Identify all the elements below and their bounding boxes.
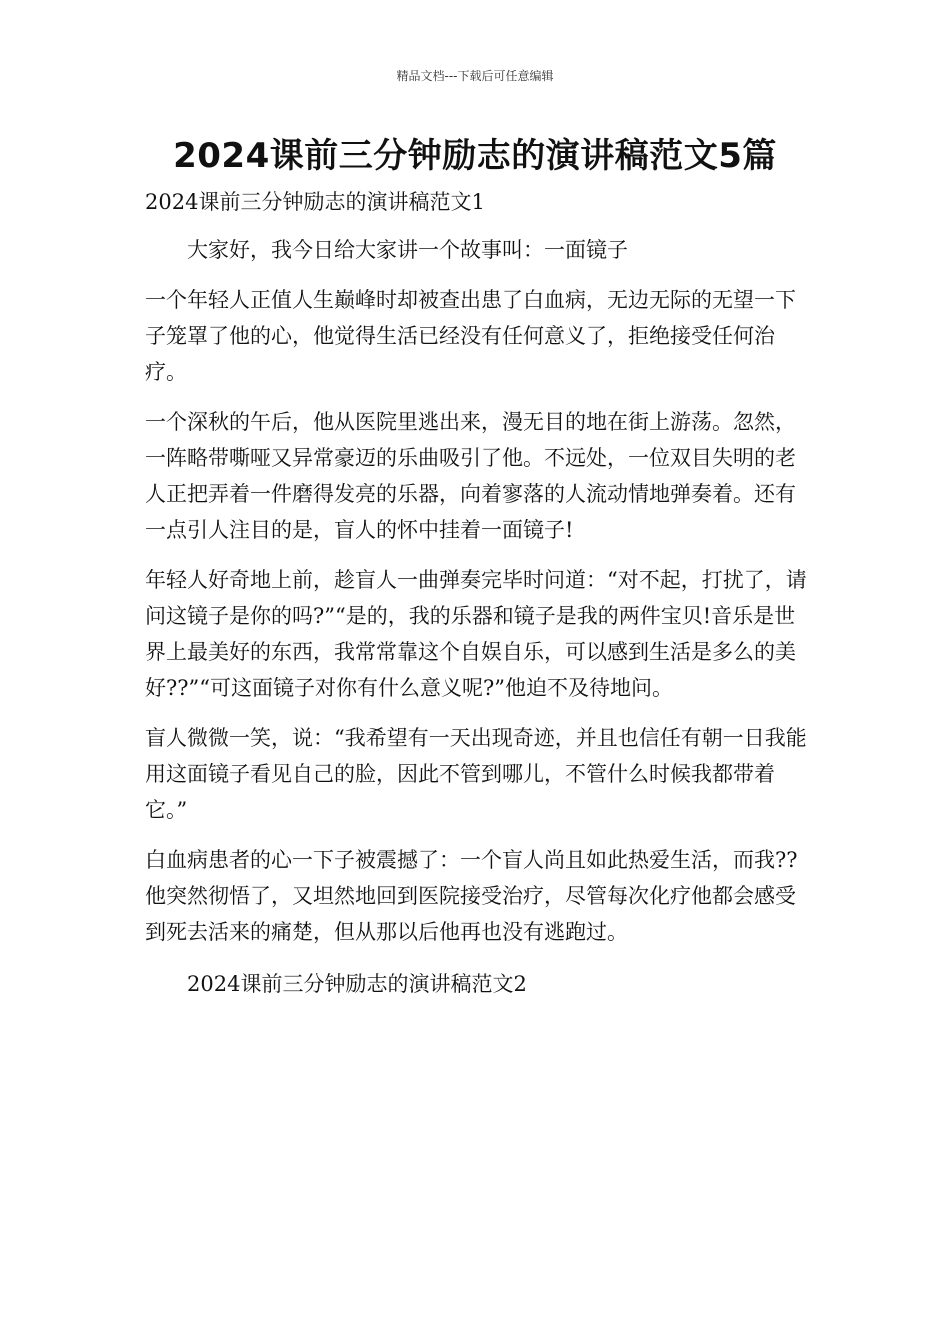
- body-paragraph: 盲人微微一笑，说：“我希望有一天出现奇迹，并且也信任有朝一日我能用这面镜子看见自己的脸，因此不管到哪儿，不管什么时候我都带着它。”: [145, 726, 807, 822]
- document-title: 2024课前三分钟励志的演讲稿范文5篇: [173, 136, 777, 176]
- body-paragraph: 一个年轻人正值人生巅峰时却被查出患了白血病，无边无际的无望一下子笼罩了他的心，他觉得生活已经没有任何意义了，拒绝接受任何治疗。: [145, 288, 796, 384]
- intro-paragraph: 大家好，我今日给大家讲一个故事叫：一面镜子: [187, 238, 628, 262]
- body-paragraph: 年轻人好奇地上前，趁盲人一曲弹奏完毕时问道：“对不起，打扰了，请问这镜子是你的吗?”“是的，我的乐器和镜子是我的两件宝贝!音乐是世界上最美好的东西，我常常靠这个自娱自乐，可以感到生活是多么的美好??”“可这面镜子对你有什么意义呢?”他迫不及待地问。: [145, 568, 807, 700]
- document-body: [145, 184, 807, 1002]
- section-heading-2: 2024课前三分钟励志的演讲稿范文2: [187, 972, 527, 996]
- body-paragraph: 白血病患者的心一下子被震撼了：一个盲人尚且如此热爱生活，而我??他突然彻悟了，又坦然地回到医院接受治疗，尽管每次化疗他都会感受到死去活来的痛楚，但从那以后他再也没有逃跑过。: [145, 848, 798, 944]
- section-heading-1: 2024课前三分钟励志的演讲稿范文1: [145, 190, 485, 214]
- body-paragraph: 一个深秋的午后，他从医院里逃出来，漫无目的地在街上游荡。忽然，一阵略带嘶哑又异常豪迈的乐曲吸引了他。不远处，一位双目失明的老人正把弄着一件磨得发亮的乐器，向着寥落的人流动情地弹奏着。还有一点引人注目的是，盲人的怀中挂着一面镜子!: [145, 410, 796, 542]
- header-note: 精品文档---下载后可任意编辑: [396, 69, 554, 83]
